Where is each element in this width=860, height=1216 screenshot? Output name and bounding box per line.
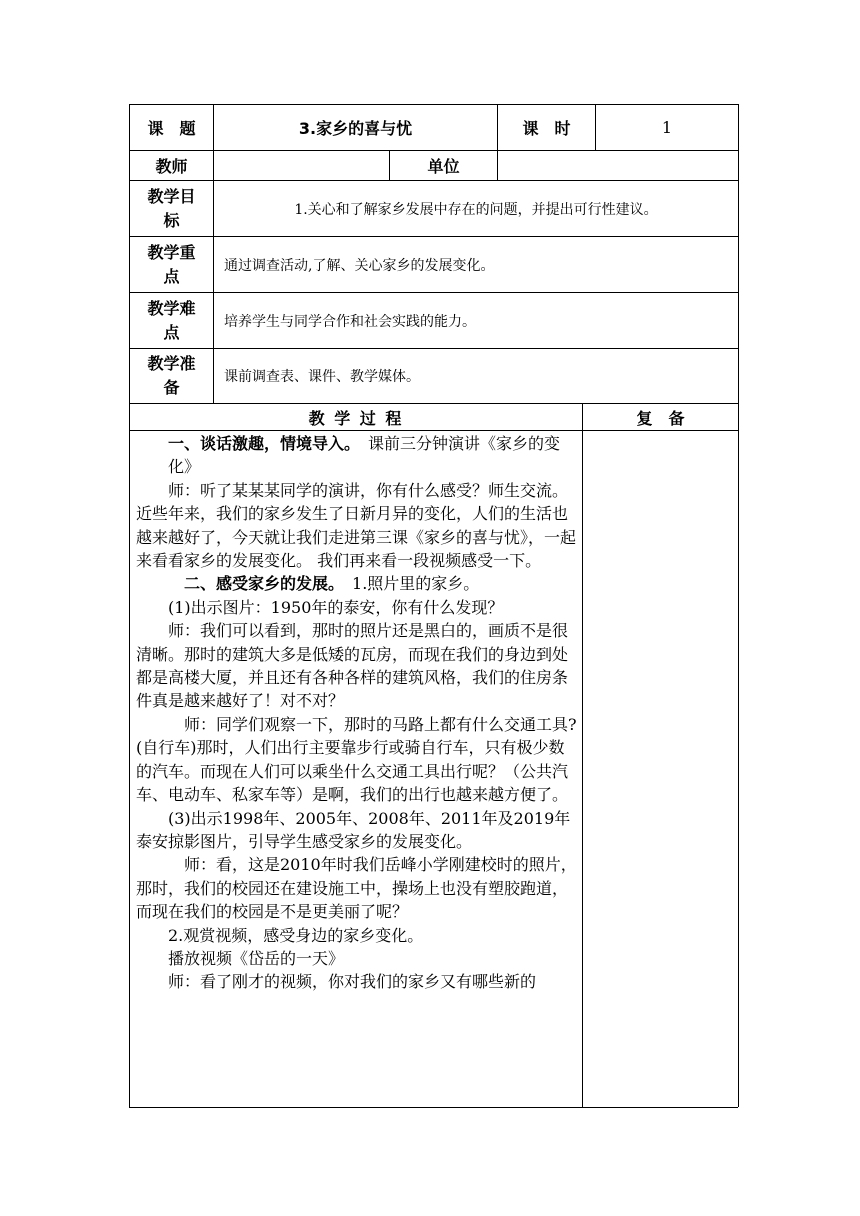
topic-label: 课 题	[147, 119, 196, 138]
topic-value: 3.家乡的喜与忧	[298, 119, 413, 138]
difficulty-label-line1: 教学难	[147, 298, 196, 318]
paragraph-1: 师：听了某某某同学的演讲，你有什么感受？师生交流。近些年来，我们的家乡发生了日新月异的变化，人们的生活也越来越好了，今天就让我们走进第三课《家乡的喜与忧》，一起来看看家乡的发展变化。 我们再来看一段视频感受一下。	[136, 480, 577, 571]
process-body	[136, 432, 578, 994]
section-1-heading	[136, 432, 578, 479]
preparation-value: 课前调查表、课件、教学媒体。	[224, 369, 420, 385]
keypoint-value: 通过调查活动,了解、关心家乡的发展变化。	[224, 257, 495, 274]
section-2-heading	[136, 572, 578, 595]
process-header: 教 学 过 程	[308, 408, 404, 428]
hours-value: 1	[661, 118, 673, 137]
keypoint-label-line2: 点	[163, 266, 180, 286]
paragraph-3: 师：我们可以看到，那时的照片还是黑白的，画质不是很清晰。那时的建筑大多是低矮的瓦房，而现在我们的身边到处都是高楼大厦，并且还有各种各样的建筑风格，我们的住房条件真是越来越好了！对不对？	[136, 621, 569, 711]
teacher-label: 教师	[155, 157, 188, 176]
section-1-title: 一、谈话激趣，情境导入。	[168, 434, 353, 453]
keypoint-label-line1: 教学重	[147, 242, 196, 262]
objective-label-line1: 教学目	[147, 186, 196, 206]
keypoint-label	[130, 237, 213, 292]
objective-label	[130, 181, 213, 236]
revision-header: 复 备	[636, 408, 685, 428]
paragraph-5: (3)出示1998年、2005年、2008年、2011年及2019年泰安掠影图片，引导学生感受家乡的发展变化。	[136, 808, 571, 851]
preparation-label-line1: 教学准	[147, 354, 196, 373]
preparation-label-line2: 备	[163, 378, 180, 397]
section-2-rest: 1.照片里的家乡。	[336, 574, 480, 594]
hours-label: 课 时	[522, 119, 571, 138]
objective-value: 1.关心和了解家乡发展中存在的问题，并提出可行性建议。	[294, 201, 658, 218]
paragraph-6: 师：看，这是2010年时我们岳峰小学刚建校时的照片，那时，我们的校园还在建设施工中，操场上也没有塑胶跑道，而现在我们的校园是不是更美丽了呢？	[136, 855, 577, 922]
unit-value	[498, 151, 738, 180]
teacher-value	[214, 151, 389, 180]
section-1-rest: 课前三分钟演讲《家乡的变化》	[168, 434, 561, 477]
difficulty-value: 培养学生与同学合作和社会实践的能力。	[224, 313, 476, 330]
paragraph-8: 播放视频《岱岳的一天》	[168, 948, 345, 968]
unit-label: 单位	[427, 157, 460, 176]
paragraph-2: (1)出示图片：1950年的泰安，你有什么发现？	[168, 597, 504, 617]
preparation-label	[130, 349, 213, 403]
objective-label-line2: 标	[163, 210, 180, 230]
section-2-title: 二、感受家乡的发展。	[184, 574, 337, 594]
difficulty-label	[130, 293, 213, 348]
paragraph-4: 师：同学们观察一下，那时的马路上都有什么交通工具?(自行车)那时，人们出行主要靠步行或骑自行车，只有极少数的汽车。而现在人们可以乘坐什么交通工具出行呢？（公共汽车、电动车、私家车等）是啊，我们的出行也越来越方便了。	[136, 714, 577, 805]
paragraph-7: 2.观赏视频，感受身边的家乡变化。	[168, 925, 424, 945]
paragraph-9: 师：看了刚才的视频，你对我们的家乡又有哪些新的	[168, 972, 537, 992]
difficulty-label-line2: 点	[163, 322, 180, 342]
